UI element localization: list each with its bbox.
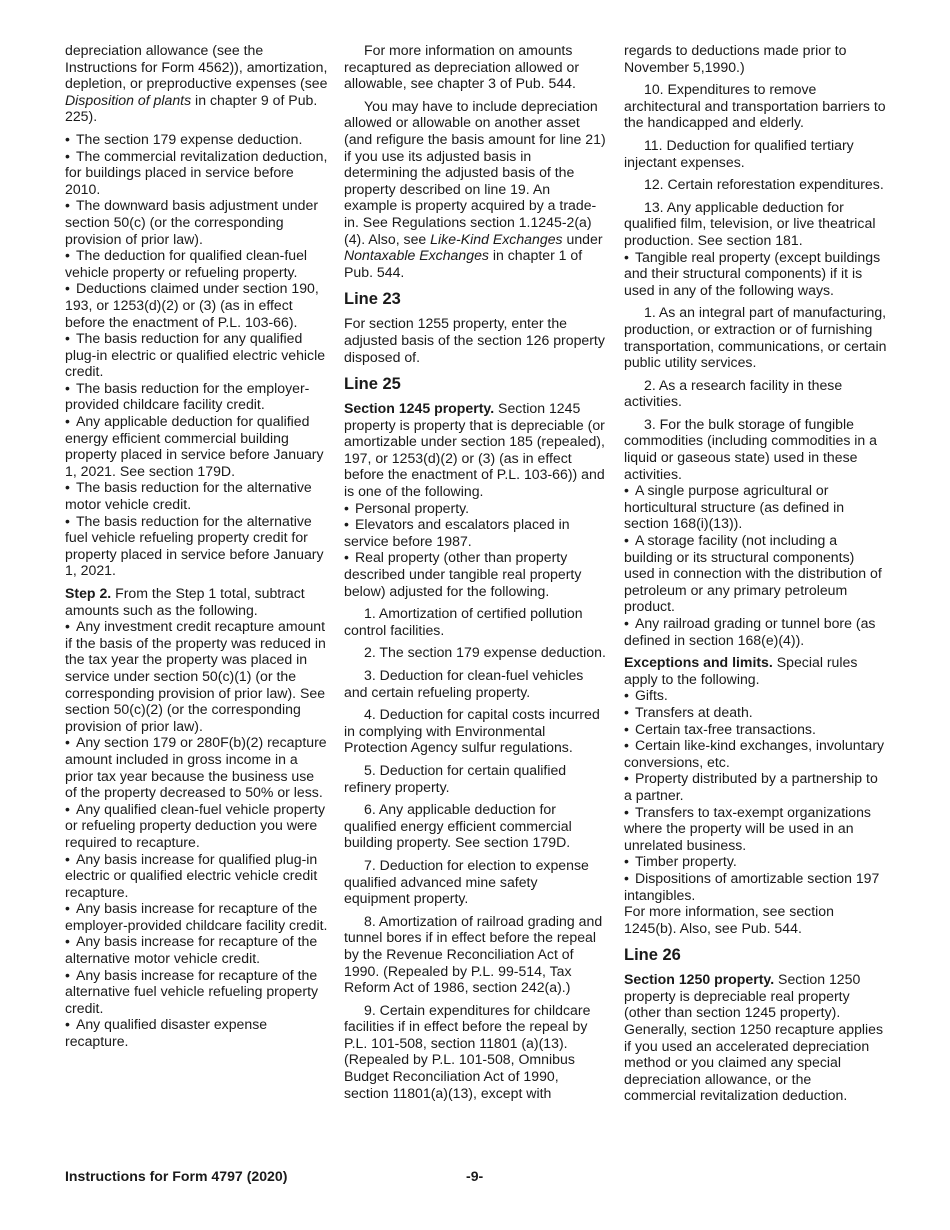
paragraph-more-info: For more information on amounts recaptured as depreciation allowed or allowable, see chapter 3 of Pub. 544. xyxy=(344,42,580,92)
paragraph-depreciation: You may have to include depreciation allowed or allowable on another asset (and refigure the basis amount for line 21) if you use its adjusted basis in determining the adjusted basis of the property described on line 19. An example is property acquired by a trade-in. See Regulations section 1.1245-2(a)(4). Also, see Like-Kind Exchanges under Nontaxable Exchanges in chapter 1 of Pub. 544. xyxy=(344,97,606,280)
list-item: • Property distributed by a partnership to a partner. xyxy=(624,770,887,803)
list-item: • Certain tax-free transactions. xyxy=(624,721,887,738)
paragraph-section-1245: Section 1245 property. Section 1245 property is property that is depreciable (or amortizable under section 185 (repealed), 197, or 1253(d)(2) or (3) (as in effect before the enactment of P.L. 103-66)) and is one of the following. xyxy=(344,400,605,500)
list-item: • The basis reduction for the alternative fuel vehicle refueling property credit for property placed in service before January 1, 2021. xyxy=(65,513,328,579)
numbered-item: 3. For the bulk storage of fungible commodities (including commodities in a liquid or gaseous state) used in these activities. xyxy=(624,415,878,482)
column-3 xyxy=(624,42,887,1110)
heading-line-26: Line 26 xyxy=(624,946,681,965)
numbered-item: 2. As a research facility in these activities. xyxy=(624,376,843,410)
numbered-item: 12. Certain reforestation expenditures. xyxy=(644,176,884,193)
list-item: • Certain like-kind exchanges, involuntary conversions, etc. xyxy=(624,737,887,770)
page-number: -9- xyxy=(466,1168,484,1184)
paragraph-more-info-1245: For more information, see section 1245(b). Also, see Pub. 544. xyxy=(624,903,834,936)
section-1245-label: Section 1245 property. xyxy=(344,400,495,417)
footer-form-title: Instructions for Form 4797 (2020) xyxy=(65,1168,288,1184)
list-item: • Any section 179 or 280F(b)(2) recapture amount included in gross income in a prior tax year because the business use of the property decreased to 50% or less. xyxy=(65,734,328,800)
numbered-item: 10. Expenditures to remove architectural and transportation barriers to the handicapped and elderly. xyxy=(624,81,886,131)
italic-ref: Like-Kind Exchanges xyxy=(430,230,563,247)
step2-list xyxy=(65,618,328,1049)
list-item: • The section 179 expense deduction. xyxy=(65,131,328,148)
paragraph-exceptions: Exceptions and limits. Special rules apply to the following. xyxy=(624,654,858,687)
paragraph-step1-continued: depreciation allowance (see the Instructions for Form 4562)), amortization, depletion, or preproductive expenses (see Disposition of plants in chapter 9 of Pub. 225). xyxy=(65,42,328,125)
list-item: • Elevators and escalators placed in service before 1987. xyxy=(344,516,607,549)
list-item: • Transfers at death. xyxy=(624,704,887,721)
numbered-item: 9. Certain expenditures for childcare facilities if in effect before the repeal by P.L. 101-508, section 11801 (a)(13). (Repealed by P.L. 101-508, Omnibus Budget Reconciliation Act of 1990, section 11801(a)(13), except with xyxy=(344,1001,591,1101)
paragraph-continued: regards to deductions made prior to November 5,1990.) xyxy=(624,42,847,75)
list-item: • Personal property. xyxy=(344,500,607,517)
numbered-item: 5. Deduction for certain qualified refinery property. xyxy=(344,761,567,795)
list-item: • Real property (other than property described under tangible real property below) adjusted for the following. xyxy=(344,549,607,599)
heading-line-25: Line 25 xyxy=(344,375,401,394)
italic-ref: Disposition of plants xyxy=(65,91,192,108)
list-item: • Dispositions of amortizable section 197 intangibles. xyxy=(624,870,887,903)
list-item: • The commercial revitalization deduction, for buildings placed in service before 2010. xyxy=(65,148,328,198)
paragraph-section-1250: Section 1250 property. Section 1250 property is depreciable real property (other than section 1245 property). Generally, section 1250 recapture applies if you used an accelerated depreciation method or you claimed any special depreciation allowance, or the commercial revitalization deduction. xyxy=(624,971,884,1104)
numbered-item: 8. Amortization of railroad grading and tunnel bores if in effect before the repeal by the Revenue Reconciliation Act of 1990. (Repealed by P.L. 99-514, Tax Reform Act of 1986, section 242(a).) xyxy=(344,912,603,996)
heading-line-23: Line 23 xyxy=(344,290,401,309)
numbered-item: 7. Deduction for election to expense qualified advanced mine safety equipment property. xyxy=(344,856,589,907)
tangible-list xyxy=(624,249,887,299)
list-item: • Any railroad grading or tunnel bore (as defined in section 168(e)(4)). xyxy=(624,615,887,648)
list-item: • Timber property. xyxy=(624,853,887,870)
section-1250-label: Section 1250 property. xyxy=(624,971,775,988)
numbered-item: 11. Deduction for qualified tertiary injectant expenses. xyxy=(624,136,854,170)
numbered-item: 3. Deduction for clean-fuel vehicles and certain refueling property. xyxy=(344,667,584,700)
list-item: • Any basis increase for recapture of the alternative motor vehicle credit. xyxy=(65,933,328,966)
numbered-item: 13. Any applicable deduction for qualified film, television, or live theatrical production. See section 181. xyxy=(624,198,876,248)
italic-ref: Nontaxable Exchanges xyxy=(344,247,489,264)
list-item: • Any applicable deduction for qualified energy efficient commercial building property placed in service before January 1, 2021. See section 179D. xyxy=(65,413,328,479)
exceptions-label: Exceptions and limits. xyxy=(624,654,773,671)
list-item: • Gifts. xyxy=(624,687,887,704)
column-2 xyxy=(344,42,607,1107)
property-list xyxy=(624,482,887,648)
section-1245-list xyxy=(344,500,607,600)
numbered-item: 6. Any applicable deduction for qualified energy efficient commercial building property. See section 179D. xyxy=(344,801,572,851)
list-item: • Any investment credit recapture amount if the basis of the property was reduced in the tax year the property was placed in service under section 50(c)(1) (or the corresponding provision of prior law). See section 50(c)(2) (or the corresponding provision of prior law). xyxy=(65,618,328,734)
numbered-item: 1. Amortization of certified pollution control facilities. xyxy=(344,605,583,638)
list-item: • The basis reduction for the alternative motor vehicle credit. xyxy=(65,479,328,512)
exceptions-list xyxy=(624,687,887,903)
list-item: • The basis reduction for any qualified plug-in electric or qualified electric vehicle credit. xyxy=(65,330,328,380)
list-item: • A storage facility (not including a building or its structural components) used in connection with the distribution of petroleum or any primary petroleum product. xyxy=(624,532,887,615)
list-item: • Any basis increase for recapture of the employer-provided childcare facility credit. xyxy=(65,900,328,933)
numbered-item: 2. The section 179 expense deduction. xyxy=(364,644,606,661)
paragraph-step2: Step 2. From the Step 1 total, subtract amounts such as the following. xyxy=(65,585,305,618)
list-item: • The downward basis adjustment under section 50(c) (or the corresponding provision of prior law). xyxy=(65,197,328,247)
list-item: • Any basis increase for qualified plug-in electric or qualified electric vehicle credit recapture. xyxy=(65,851,328,901)
paragraph-line-23: For section 1255 property, enter the adjusted basis of the section 126 property disposed of. xyxy=(344,315,605,365)
list-item: • The basis reduction for the employer-provided childcare facility credit. xyxy=(65,380,328,413)
list-item: • A single purpose agricultural or horticultural structure (as defined in section 168(i)(13)). xyxy=(624,482,887,532)
list-item: • Any qualified disaster expense recapture. xyxy=(65,1016,328,1049)
list-item: • The deduction for qualified clean-fuel vehicle property or refueling property. xyxy=(65,247,328,280)
list-item: • Deductions claimed under section 190, 193, or 1253(d)(2) or (3) (as in effect before the enactment of P.L. 103-66). xyxy=(65,280,328,330)
column-1 xyxy=(65,42,328,1056)
list-item: • Any basis increase for recapture of the alternative fuel vehicle refueling property credit. xyxy=(65,967,328,1017)
step1-list xyxy=(65,131,328,579)
list-item: • Transfers to tax-exempt organizations where the property will be used in an unrelated business. xyxy=(624,804,887,854)
list-item: • Tangible real property (except buildings and their structural components) if it is used in any of the following ways. xyxy=(624,249,887,299)
numbered-item: 4. Deduction for capital costs incurred in complying with Environmental Protection Agency sulfur regulations. xyxy=(344,706,600,756)
numbered-item: 1. As an integral part of manufacturing, production, or extraction or of furnishing transportation, communications, or certain public utility services. xyxy=(624,304,887,371)
step2-label: Step 2. xyxy=(65,585,112,601)
list-item: • Any qualified clean-fuel vehicle property or refueling property deduction you were required to recapture. xyxy=(65,801,328,851)
